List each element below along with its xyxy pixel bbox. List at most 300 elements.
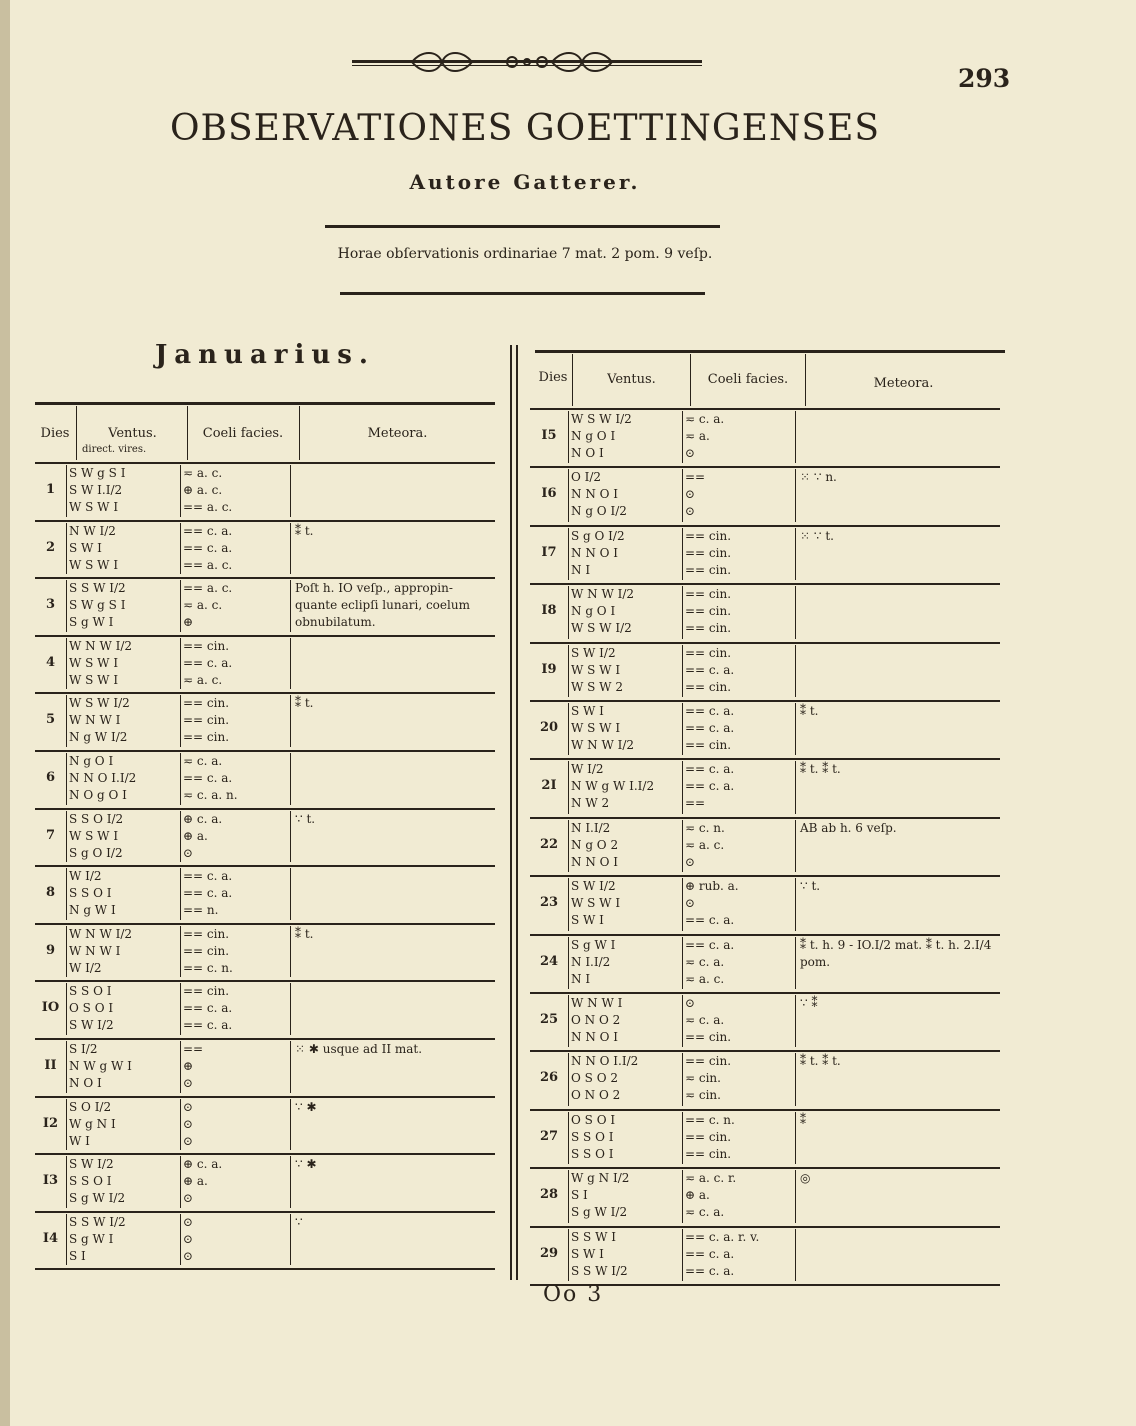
sky-entry: ⊙	[183, 1116, 194, 1131]
day-number: I8	[541, 603, 557, 619]
meteora-entry: ⁑ t. h. 9 - IO.I/2 mat. ⁑ t. h. 2.I/4 pom.	[800, 937, 992, 969]
sky-entry: == c. a.	[183, 1018, 233, 1033]
left-header-col3	[299, 406, 300, 460]
row-col1	[568, 820, 569, 872]
row-col1	[66, 580, 67, 632]
row-rule	[35, 980, 495, 982]
meteora-entry: ∵	[295, 1214, 303, 1229]
sky-entry: == c. a.	[685, 1246, 735, 1261]
right-header-col2	[690, 354, 691, 406]
wind-entry: S g W I	[571, 937, 616, 952]
row-col3	[795, 820, 796, 872]
sky-entry: == c. a.	[183, 655, 233, 670]
sky-entry: == c. a.	[183, 771, 233, 785]
day-number: 1	[45, 482, 56, 497]
sky-entry: == cin.	[685, 528, 732, 543]
row-col3	[290, 753, 291, 805]
sky-entry: == c. a. r. v.	[685, 1229, 760, 1244]
wind-entry: N W I/2	[69, 523, 116, 538]
wind-entry: N N O I	[571, 487, 619, 502]
meteora-entry: ⁑ t. ⁑ t.	[800, 1054, 841, 1069]
meteora-entry: ⁙ ∵ t.	[800, 528, 834, 543]
sky-entry: == cin.	[685, 604, 732, 619]
meteora-entry: ∵ t.	[295, 811, 316, 826]
row-rule	[35, 462, 495, 464]
sky-entry: ≂ c. a.	[183, 754, 223, 768]
wind-entry: N O I	[571, 446, 604, 460]
day-number: 2I	[541, 778, 557, 794]
sky-entry: == c. a.	[183, 523, 233, 538]
sky-entry: ⊙	[183, 1099, 194, 1114]
meteora-entry: ∵ ✱	[295, 1099, 317, 1114]
row-rule	[530, 934, 1000, 936]
sky-entry: ≂ c. a.	[685, 1013, 725, 1027]
table-bottom-rule	[35, 1268, 495, 1270]
sky-entry: ⊕ rub. a.	[685, 879, 739, 894]
row-col3	[795, 878, 796, 930]
page-number: 293	[958, 64, 1011, 93]
row-col2	[180, 523, 181, 575]
sky-entry: == c. a.	[685, 704, 735, 718]
sky-entry: == a. c.	[183, 557, 233, 572]
row-rule	[35, 923, 495, 925]
wind-entry: S W I.I/2	[69, 483, 123, 497]
sky-entry: ⊙	[685, 487, 696, 502]
sky-entry: ⊙	[183, 845, 194, 860]
row-rule	[530, 642, 1000, 644]
row-col2	[180, 868, 181, 920]
row-rule	[35, 750, 495, 752]
day-number: 27	[539, 1128, 559, 1144]
row-col2	[180, 753, 181, 805]
row-rule	[530, 1167, 1000, 1169]
wind-entry: W g N I	[69, 1116, 116, 1131]
day-number: 24	[539, 953, 559, 969]
row-col2	[682, 995, 683, 1047]
meteora-entry: ⁑ t.	[295, 523, 314, 538]
meteora-entry: ∵ ✱	[295, 1157, 317, 1172]
day-number: 2	[45, 539, 56, 555]
day-number: 9	[45, 942, 56, 958]
row-col1	[66, 1099, 67, 1151]
day-number: I4	[42, 1230, 59, 1246]
row-col3	[290, 1214, 291, 1266]
sky-entry: ⊕ c. a.	[183, 1157, 223, 1172]
row-col3	[290, 1099, 291, 1151]
wind-entry: W S W I/2	[571, 412, 632, 426]
row-col1	[66, 523, 67, 575]
sky-entry: == cin.	[685, 545, 732, 560]
row-rule	[530, 1109, 1000, 1111]
row-col1	[568, 761, 569, 813]
sky-entry: == c. a.	[685, 721, 735, 735]
wind-entry: W S W I	[69, 672, 119, 687]
wind-entry: N O g O I	[69, 788, 127, 802]
wind-entry: N N O I.I/2	[69, 771, 137, 785]
sky-entry: ≂ a. c.	[183, 598, 223, 613]
row-col1	[66, 695, 67, 747]
row-col3	[795, 1170, 796, 1222]
sky-entry: ⊙	[183, 1133, 194, 1148]
row-rule	[35, 692, 495, 694]
month-heading: Januarius.	[155, 340, 375, 370]
row-rule	[35, 808, 495, 810]
wind-entry: W N W I	[69, 943, 121, 958]
wind-entry: W I/2	[69, 869, 102, 884]
row-col2	[180, 695, 181, 747]
sky-entry: ⊙	[685, 854, 696, 869]
row-rule	[530, 992, 1000, 994]
sky-entry: ≂ a. c.	[685, 971, 725, 986]
row-col2	[682, 820, 683, 872]
row-col1	[568, 1170, 569, 1222]
meteora-entry: ⁙ ✱ usque ad II mat.	[295, 1042, 423, 1056]
right-header-top-rule	[535, 350, 1005, 353]
right-header-col3	[805, 354, 806, 406]
left-header-top-rule	[35, 402, 495, 405]
left-header-coeli: Coeli facies.	[202, 426, 284, 441]
day-number: I3	[42, 1173, 59, 1189]
day-number: 8	[45, 885, 56, 901]
wind-entry: S S W I/2	[69, 1214, 126, 1229]
sky-entry: ⊕ a.	[183, 828, 208, 843]
sky-entry: ⊙	[183, 1076, 194, 1090]
wind-entry: S W g S I	[69, 598, 126, 613]
wind-entry: O S O I	[571, 1112, 616, 1127]
row-col2	[180, 1214, 181, 1266]
right-header-col1	[572, 354, 573, 406]
sky-entry: == cin.	[183, 696, 230, 711]
row-col3	[290, 695, 291, 747]
wind-entry: N W g W I.I/2	[571, 779, 655, 794]
row-col3	[795, 1229, 796, 1281]
row-col2	[180, 926, 181, 978]
wind-entry: W N W I/2	[69, 926, 133, 941]
row-col3	[290, 1156, 291, 1208]
wind-entry: N g W I	[69, 903, 116, 918]
sky-entry: == cin.	[183, 713, 230, 728]
day-number: I2	[42, 1115, 59, 1131]
sky-entry: ⊙	[685, 996, 696, 1010]
left-header-meteora: Meteora.	[367, 426, 428, 441]
sky-entry: ≂ c. a. n.	[183, 788, 238, 802]
sky-entry: ⊕	[183, 615, 194, 630]
row-col1	[568, 528, 569, 580]
sky-entry: ⊙	[183, 1231, 194, 1246]
wind-entry: W I/2	[69, 960, 102, 975]
sky-entry: == cin.	[183, 638, 230, 653]
row-col3	[290, 811, 291, 863]
sky-entry: == c. a.	[183, 869, 233, 884]
row-col2	[682, 878, 683, 930]
row-col1	[66, 926, 67, 978]
wind-entry: S W I	[571, 704, 604, 718]
wind-entry: S g W I	[69, 1231, 114, 1246]
wind-entry: W S W I	[69, 828, 119, 843]
day-number: 5	[45, 712, 56, 728]
wind-entry: O N O 2	[571, 1088, 621, 1103]
wind-entry: S W I	[69, 540, 102, 555]
sky-entry: == a. c.	[183, 500, 233, 514]
wind-entry: S S O I	[571, 1129, 614, 1144]
row-rule	[35, 1038, 495, 1040]
wind-entry: S I/2	[69, 1042, 98, 1056]
row-col2	[682, 761, 683, 813]
row-col3	[795, 1053, 796, 1105]
day-number: 3	[45, 597, 56, 613]
row-col3	[795, 586, 796, 638]
right-header-ventus: Ventus.	[607, 372, 656, 387]
wind-entry: S g W I/2	[69, 1191, 126, 1206]
row-col3	[290, 926, 291, 978]
row-rule	[530, 758, 1000, 760]
wind-entry: W N W I/2	[571, 587, 635, 602]
wind-entry: S W g S I	[69, 466, 126, 480]
sky-entry: == a. c.	[183, 581, 233, 596]
wind-entry: S S O I	[69, 1174, 112, 1189]
wind-entry: O I/2	[571, 470, 602, 485]
row-rule	[530, 875, 1000, 877]
sky-entry: == cin.	[183, 984, 230, 999]
meteora-entry: ⁙ ∵ n.	[800, 470, 837, 485]
row-col2	[180, 1099, 181, 1151]
sky-entry: ≂ c. a.	[685, 412, 725, 426]
wind-entry: S I	[571, 1188, 588, 1203]
wind-entry: N N O I	[571, 854, 619, 869]
row-col3	[290, 523, 291, 575]
row-col1	[568, 1053, 569, 1105]
wind-entry: N O I	[69, 1076, 102, 1090]
row-col1	[66, 1214, 67, 1266]
sky-entry: == cin.	[685, 645, 732, 660]
row-rule	[530, 408, 1000, 410]
wind-entry: W S W 2	[571, 679, 623, 694]
wind-entry: S g O I/2	[571, 528, 625, 543]
row-rule	[35, 635, 495, 637]
day-number: 22	[539, 836, 559, 852]
wind-entry: S W I	[571, 1246, 604, 1261]
row-col2	[682, 1053, 683, 1105]
day-number: II	[44, 1058, 57, 1073]
sky-entry: == c. a.	[183, 1001, 233, 1016]
row-col1	[66, 811, 67, 863]
wind-entry: S S O I/2	[69, 811, 124, 826]
row-rule	[35, 1211, 495, 1213]
sky-entry: ⊙	[183, 1248, 194, 1263]
wind-entry: W I	[69, 1133, 90, 1148]
wind-entry: N I	[571, 562, 591, 577]
wind-entry: W N W I/2	[571, 738, 635, 752]
wind-entry: N W g W I	[69, 1059, 132, 1073]
sky-entry: == cin.	[183, 926, 230, 941]
day-number: 29	[539, 1245, 559, 1261]
row-col1	[66, 1041, 67, 1093]
wind-entry: N g O I	[69, 754, 114, 768]
sky-entry: ==	[685, 470, 706, 485]
sky-entry: == cin.	[685, 1146, 732, 1161]
day-number: I7	[541, 544, 557, 560]
sky-entry: ≂ c. n.	[685, 820, 725, 835]
row-col2	[180, 580, 181, 632]
page-title: OBSERVATIONES GOETTINGENSES	[169, 108, 881, 149]
hours-rule	[340, 292, 705, 295]
meteora-entry: Poſt h. IO veſp., appropin- quante eclipſi lunari, coelum obnubilatum.	[295, 581, 470, 630]
row-rule	[530, 525, 1000, 527]
row-rule	[530, 700, 1000, 702]
wind-entry: N g W I/2	[69, 730, 128, 745]
row-col2	[682, 1112, 683, 1164]
signature-mark: Oo 3	[543, 1282, 604, 1307]
meteora-entry: ⁑	[800, 1112, 806, 1127]
sky-entry: == c. a.	[685, 662, 735, 677]
sky-entry: ≂ a.	[685, 429, 710, 443]
sky-entry: == cin.	[183, 943, 230, 958]
row-rule	[35, 1153, 495, 1155]
row-rule	[530, 1226, 1000, 1228]
wind-entry: N N O I	[571, 545, 619, 560]
wind-entry: S W I	[571, 913, 604, 928]
sky-entry: == c. a.	[685, 913, 735, 928]
row-col3	[795, 995, 796, 1047]
row-col2	[180, 465, 181, 517]
wind-entry: W S W I/2	[571, 621, 632, 636]
sky-entry: ⊙	[685, 896, 696, 911]
sky-entry: ≂ a. c.	[183, 466, 223, 480]
left-header-ventus-sub: direct. vires.	[82, 444, 147, 455]
center-divider-inner	[516, 345, 518, 1280]
wind-entry: S g W I	[69, 615, 114, 630]
sky-entry: ≂ c. a.	[685, 1205, 725, 1220]
row-col3	[795, 937, 796, 989]
row-col2	[682, 703, 683, 755]
sky-entry: == c. a.	[685, 779, 735, 794]
meteora-entry: ∵ ⁑	[800, 996, 818, 1010]
wind-entry: W N W I/2	[69, 638, 133, 653]
row-rule	[35, 1096, 495, 1098]
sky-entry: ==	[685, 796, 706, 811]
title-rule	[325, 225, 720, 228]
wind-entry: W S W I	[69, 500, 119, 514]
sky-entry: == cin.	[183, 730, 230, 745]
sky-entry: ≂ a. c.	[183, 672, 223, 687]
sky-entry: == cin.	[685, 1054, 732, 1069]
row-col1	[568, 586, 569, 638]
row-col2	[682, 645, 683, 697]
wind-entry: W N W I	[69, 713, 121, 728]
row-col1	[568, 937, 569, 989]
row-col3	[290, 638, 291, 690]
row-col3	[290, 868, 291, 920]
center-divider	[510, 345, 512, 1280]
row-rule	[530, 583, 1000, 585]
day-number: 6	[45, 770, 56, 785]
row-col1	[568, 1112, 569, 1164]
day-number: 25	[539, 1012, 559, 1027]
sky-entry: ≂ a. c.	[685, 837, 725, 852]
wind-entry: W S W I	[571, 721, 621, 735]
row-rule	[35, 520, 495, 522]
wind-entry: N I	[571, 971, 591, 986]
sky-entry: == cin.	[685, 587, 732, 602]
row-col1	[66, 868, 67, 920]
wind-entry: S O I/2	[69, 1099, 112, 1114]
wind-entry: S W I/2	[571, 879, 616, 894]
row-col3	[290, 983, 291, 1035]
right-header-meteora: Meteora.	[873, 376, 934, 391]
right-header-dies: Dies	[538, 370, 568, 385]
row-rule	[530, 466, 1000, 468]
day-number: 28	[539, 1187, 559, 1203]
wind-entry: S S O I	[69, 984, 112, 999]
day-number: I9	[541, 661, 557, 677]
wind-entry: S W I/2	[69, 1157, 114, 1172]
wind-entry: W S W I	[69, 557, 119, 572]
left-header-ventus: Ventus.	[108, 426, 157, 441]
row-col2	[682, 528, 683, 580]
sky-entry: == cin.	[685, 562, 732, 577]
wind-entry: W g N I/2	[571, 1171, 630, 1186]
wind-entry: O S O I	[69, 1001, 114, 1016]
wind-entry: S g W I/2	[571, 1205, 628, 1220]
row-col3	[795, 411, 796, 463]
sky-entry: ⊙	[183, 1191, 194, 1206]
meteora-entry: ⁑ t.	[295, 696, 314, 711]
wind-entry: N N O I	[571, 1030, 619, 1044]
wind-entry: S S W I/2	[571, 1263, 628, 1278]
sky-entry: == cin.	[685, 738, 732, 752]
wind-entry: W S W I	[571, 662, 621, 677]
wind-entry: O S O 2	[571, 1071, 618, 1086]
sky-entry: == c. n.	[685, 1112, 735, 1127]
sky-entry: ==	[183, 1042, 204, 1056]
row-col2	[180, 1156, 181, 1208]
meteora-entry: AB ab h. 6 veſp.	[800, 820, 897, 835]
row-col3	[795, 1112, 796, 1164]
row-col3	[290, 1041, 291, 1093]
wind-entry: W N W I	[571, 996, 623, 1010]
sky-entry: == c. a.	[685, 1263, 735, 1278]
day-number: 23	[539, 895, 559, 911]
row-col2	[682, 469, 683, 521]
row-col1	[568, 995, 569, 1047]
sky-entry: == c. n.	[183, 960, 233, 975]
day-number: 20	[539, 720, 559, 735]
row-col1	[66, 983, 67, 1035]
sky-entry: == cin.	[685, 1129, 732, 1144]
day-number: IO	[41, 1000, 60, 1016]
day-number: I5	[541, 428, 557, 443]
wind-entry: S S O I	[571, 1146, 614, 1161]
row-col1	[568, 645, 569, 697]
wind-entry: S W I/2	[69, 1018, 114, 1033]
row-rule	[530, 1050, 1000, 1052]
row-col3	[795, 528, 796, 580]
row-col2	[682, 586, 683, 638]
sky-entry: ≂ cin.	[685, 1071, 721, 1086]
day-number: 26	[539, 1070, 559, 1086]
day-number: I6	[541, 486, 557, 502]
hours-note: Horae obſervationis ordinariae 7 mat. 2 pom. 9 veſp.	[337, 246, 713, 262]
sky-entry: ⊕	[183, 1059, 194, 1073]
row-col1	[568, 878, 569, 930]
meteora-entry: ⁑ t.	[295, 926, 314, 941]
meteora-entry: ∵ t.	[800, 879, 821, 894]
wind-entry: N g O 2	[571, 837, 619, 852]
row-col2	[180, 811, 181, 863]
row-col2	[682, 1229, 683, 1281]
sky-entry: ≂ a. c. r.	[685, 1171, 737, 1186]
row-col2	[682, 937, 683, 989]
